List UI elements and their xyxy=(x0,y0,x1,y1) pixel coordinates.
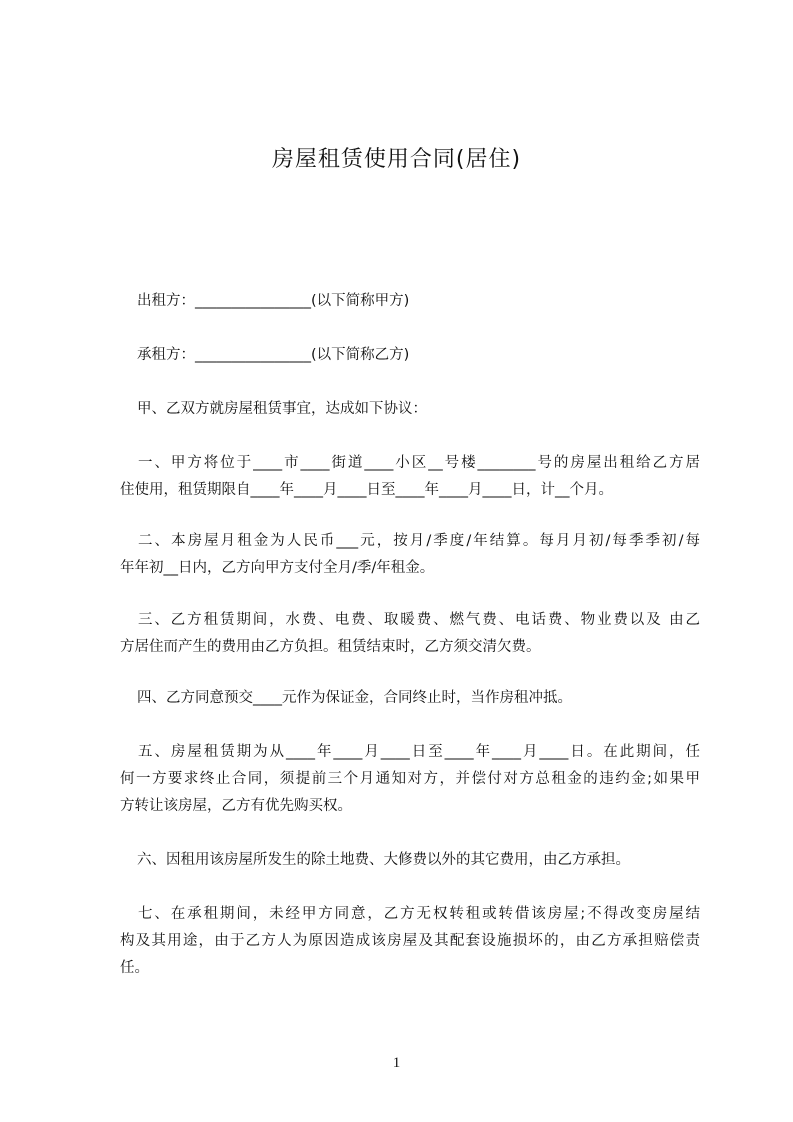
clause-7-line-3: 任。 xyxy=(120,960,149,976)
clause-5-line-1: 五、房屋租赁期为从____年____月____日至____年____月____日。在此期间，任 xyxy=(138,744,700,760)
clause-5-line-3: 方转让该房屋，乙方有优先购买权。 xyxy=(120,798,352,814)
clause-2-line-2: 年年初__日内，乙方向甲方支付全月/季/年租金。 xyxy=(120,560,435,576)
page-number: 1 xyxy=(392,1055,401,1071)
clause-3-line-1: 三、乙方租赁期间，水费、电费、取暖费、燃气费、电话费、物业费以及 由乙 xyxy=(138,612,700,628)
clause-7-line-2: 构及其用途，由于乙方人为原因造成该房屋及其配套设施损坏的，由乙方承担赔偿责 xyxy=(120,933,700,949)
clause-1-line-2: 住使用，租赁期限自____年____月____日至____年____月____日，计__个月。 xyxy=(120,482,613,498)
clause-4-line-1: 四、乙方同意预交____元作为保证金，合同终止时，当作房租冲抵。 xyxy=(137,690,572,706)
clause-2-line-1: 二、本房屋月租金为人民币___元，按月/季度/年结算。每月月初/每季季初/每 xyxy=(138,533,700,549)
lessee-line: 承租方：________________(以下简称乙方) xyxy=(137,347,410,363)
clause-3-line-2: 方居住而产生的费用由乙方负担。租赁结束时，乙方须交清欠费。 xyxy=(120,639,541,655)
clause-5-line-2: 何一方要求终止合同，须提前三个月通知对方，并偿付对方总租金的违约金;如果甲 xyxy=(120,771,700,787)
lessor-line: 出租方：________________(以下简称甲方) xyxy=(137,293,410,309)
intro-line: 甲、乙双方就房屋租赁事宜，达成如下协议： xyxy=(137,401,427,417)
clause-7-line-1: 七、在承租期间，未经甲方同意，乙方无权转租或转借该房屋;不得改变房屋结 xyxy=(138,906,700,922)
clause-6-line-1: 六、因租用该房屋所发生的除土地费、大修费以外的其它费用，由乙方承担。 xyxy=(137,852,630,868)
document-title: 房屋租赁使用合同(居住) xyxy=(271,147,522,172)
clause-1-line-1: 一、甲方将位于____市____街道____小区__号楼________号的房屋出租给乙方居 xyxy=(138,455,700,471)
